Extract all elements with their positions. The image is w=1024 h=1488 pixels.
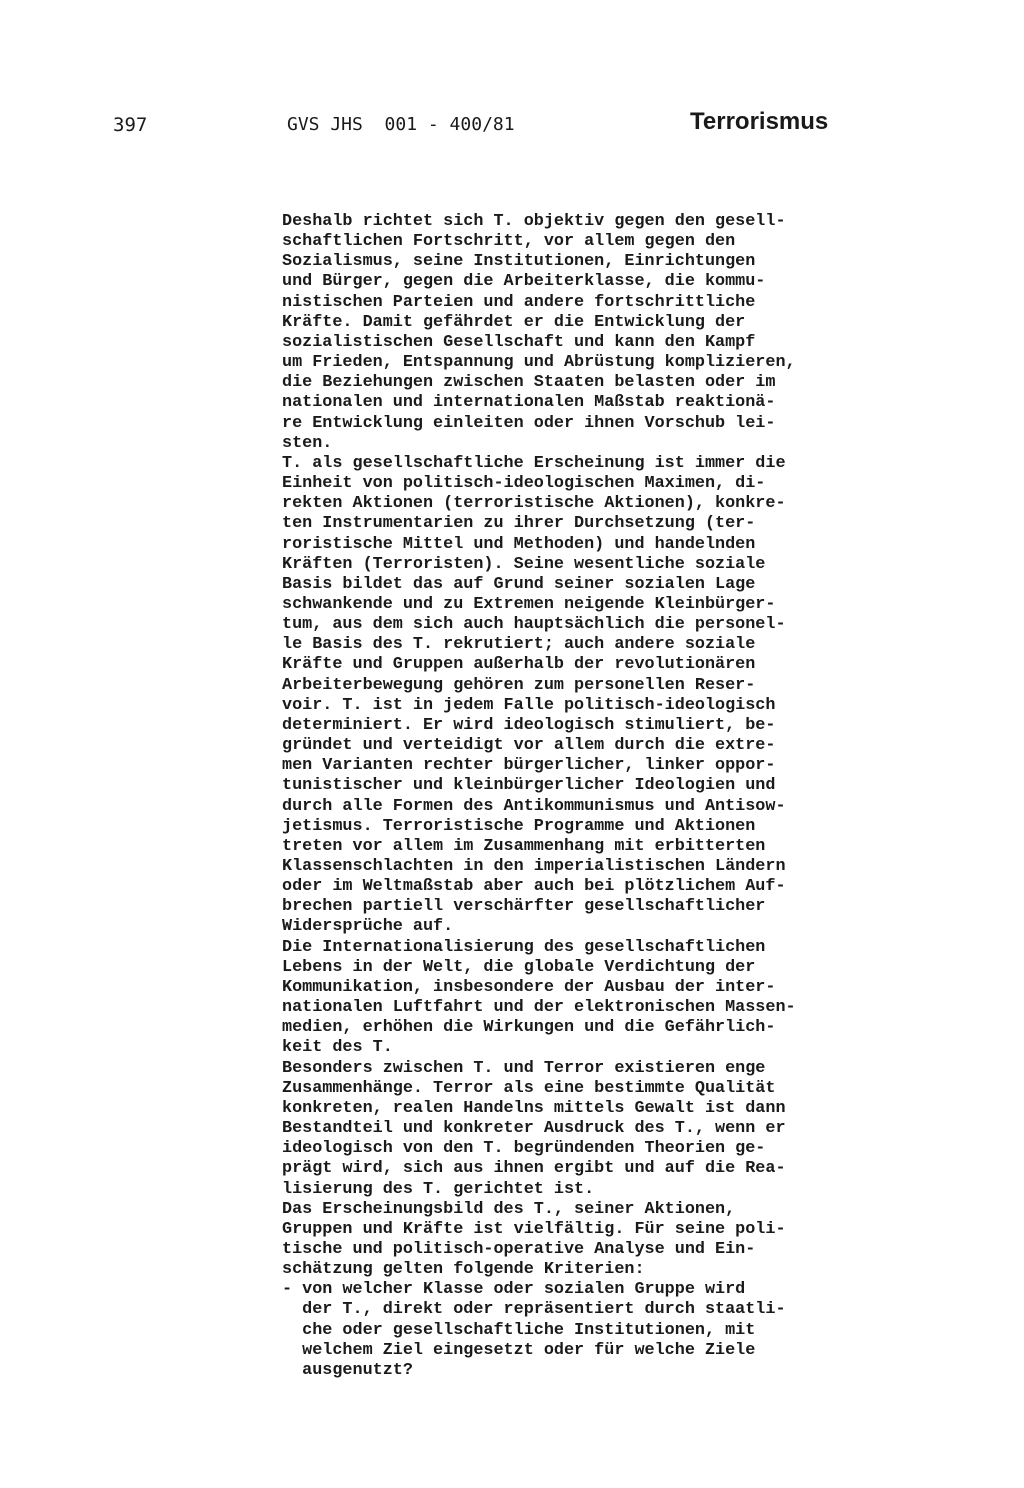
- text-line: che oder gesellschaftliche Institutionen, mit: [282, 1320, 756, 1340]
- text-line: Kommunikation, insbesondere der Ausbau der inter-: [282, 977, 776, 997]
- text-line: nationalen Luftfahrt und der elektronischen Massen-: [282, 998, 796, 1018]
- text-line: roristische Mittel und Methoden) und handelnden: [282, 534, 756, 554]
- text-line: welchem Ziel eingesetzt oder für welche Ziele: [282, 1340, 756, 1360]
- text-line: T. als gesellschaftliche Erscheinung ist immer die: [282, 453, 786, 473]
- text-line: ten Instrumentarien zu ihrer Durchsetzung (ter-: [282, 514, 756, 534]
- text-line: Widersprüche auf.: [282, 917, 454, 937]
- text-line: voir. T. ist in jedem Falle politisch-ideologisch: [282, 695, 776, 715]
- text-line: le Basis des T. rekrutiert; auch andere soziale: [282, 635, 756, 655]
- text-line: Basis bildet das auf Grund seiner sozialen Lage: [282, 574, 756, 594]
- text-line: tunistischer und kleinbürgerlicher Ideologien und: [282, 776, 776, 796]
- text-line: schwankende und zu Extremen neigende Kleinbürger-: [282, 594, 776, 614]
- text-line: um Frieden, Entspannung und Abrüstung komplizieren,: [282, 353, 796, 373]
- text-line: durch alle Formen des Antikommunismus und Antisow-: [282, 796, 786, 816]
- text-line: nationalen und internationalen Maßstab reaktionä-: [282, 393, 776, 413]
- text-line: Kräften (Terroristen). Seine wesentliche soziale: [282, 554, 766, 574]
- text-line: rekten Aktionen (terroristische Aktionen), konkre-: [282, 494, 786, 514]
- text-line: gründet und verteidigt vor allem durch die extre-: [282, 736, 776, 756]
- text-line: Bestandteil und konkreter Ausdruck des T., wenn er: [282, 1119, 786, 1139]
- text-line: konkreten, realen Handelns mittels Gewalt ist dann: [282, 1098, 786, 1118]
- text-line: tum, aus dem sich auch hauptsächlich die personel-: [282, 615, 786, 635]
- text-line: sozialistischen Gesellschaft und kann den Kampf: [282, 332, 756, 352]
- document-body: [282, 212, 922, 1381]
- text-line: Kräfte. Damit gefährdet er die Entwicklung der: [282, 312, 746, 332]
- page-number: 397: [113, 114, 148, 136]
- text-line: Zusammenhänge. Terror als eine bestimmte Qualität: [282, 1078, 776, 1098]
- text-line: prägt wird, sich aus ihnen ergibt und auf die Rea-: [282, 1159, 786, 1179]
- text-line: ausgenutzt?: [282, 1360, 413, 1380]
- text-line: und Bürger, gegen die Arbeiterklasse, die kommu-: [282, 272, 766, 292]
- text-line: Kräfte und Gruppen außerhalb der revolutionären: [282, 655, 756, 675]
- text-line: Gruppen und Kräfte ist vielfältig. Für seine poli-: [282, 1219, 786, 1239]
- text-line: Einheit von politisch-ideologischen Maximen, di-: [282, 474, 766, 494]
- text-line: lisierung des T. gerichtet ist.: [282, 1179, 595, 1199]
- text-line: treten vor allem im Zusammenhang mit erbitterten: [282, 836, 766, 856]
- text-line: ideologisch von den T. begründenden Theorien ge-: [282, 1139, 766, 1159]
- text-line: die Beziehungen zwischen Staaten belasten oder im: [282, 373, 776, 393]
- text-line: determiniert. Er wird ideologisch stimuliert, be-: [282, 715, 776, 735]
- text-line: tische und politisch-operative Analyse und Ein-: [282, 1239, 756, 1259]
- text-line: Arbeiterbewegung gehören zum personellen Reser-: [282, 675, 756, 695]
- text-line: sten.: [282, 433, 333, 453]
- text-line: keit des T.: [282, 1038, 393, 1058]
- text-line: Deshalb richtet sich T. objektiv gegen den gesell-: [282, 212, 786, 231]
- text-line: schätzung gelten folgende Kriterien:: [282, 1260, 645, 1280]
- text-line: brechen partiell verschärfter gesellschaftlicher: [282, 897, 766, 917]
- text-line: Klassenschlachten in den imperialistischen Ländern: [282, 857, 786, 876]
- text-line: Sozialismus, seine Institutionen, Einrichtungen: [282, 252, 756, 272]
- text-line: Die Internationalisierung des gesellschaftlichen: [282, 937, 766, 957]
- text-line: re Entwicklung einleiten oder ihnen Vorschub lei-: [282, 413, 776, 433]
- text-line: nistischen Parteien und andere fortschrittliche: [282, 292, 756, 312]
- text-line: Besonders zwischen T. und Terror existieren enge: [282, 1058, 766, 1078]
- text-line: jetismus. Terroristische Programme und Aktionen: [282, 816, 756, 836]
- text-line: der T., direkt oder repräsentiert durch staatli-: [282, 1300, 786, 1320]
- page-title: Terrorismus: [690, 108, 829, 135]
- text-line: - von welcher Klasse oder sozialen Gruppe wird: [282, 1280, 746, 1300]
- text-line: men Varianten rechter bürgerlicher, linker oppor-: [282, 756, 776, 776]
- text-line: schaftlichen Fortschritt, vor allem gegen den: [282, 232, 736, 252]
- document-id: GVS JHS 001 - 400/81: [287, 114, 515, 135]
- text-line: oder im Weltmaßstab aber auch bei plötzlichem Auf-: [282, 877, 786, 897]
- text-line: Das Erscheinungsbild des T., seiner Aktionen,: [282, 1199, 736, 1219]
- text-line: Lebens in der Welt, die globale Verdichtung der: [282, 957, 756, 977]
- text-line: medien, erhöhen die Wirkungen und die Gefährlich-: [282, 1018, 776, 1038]
